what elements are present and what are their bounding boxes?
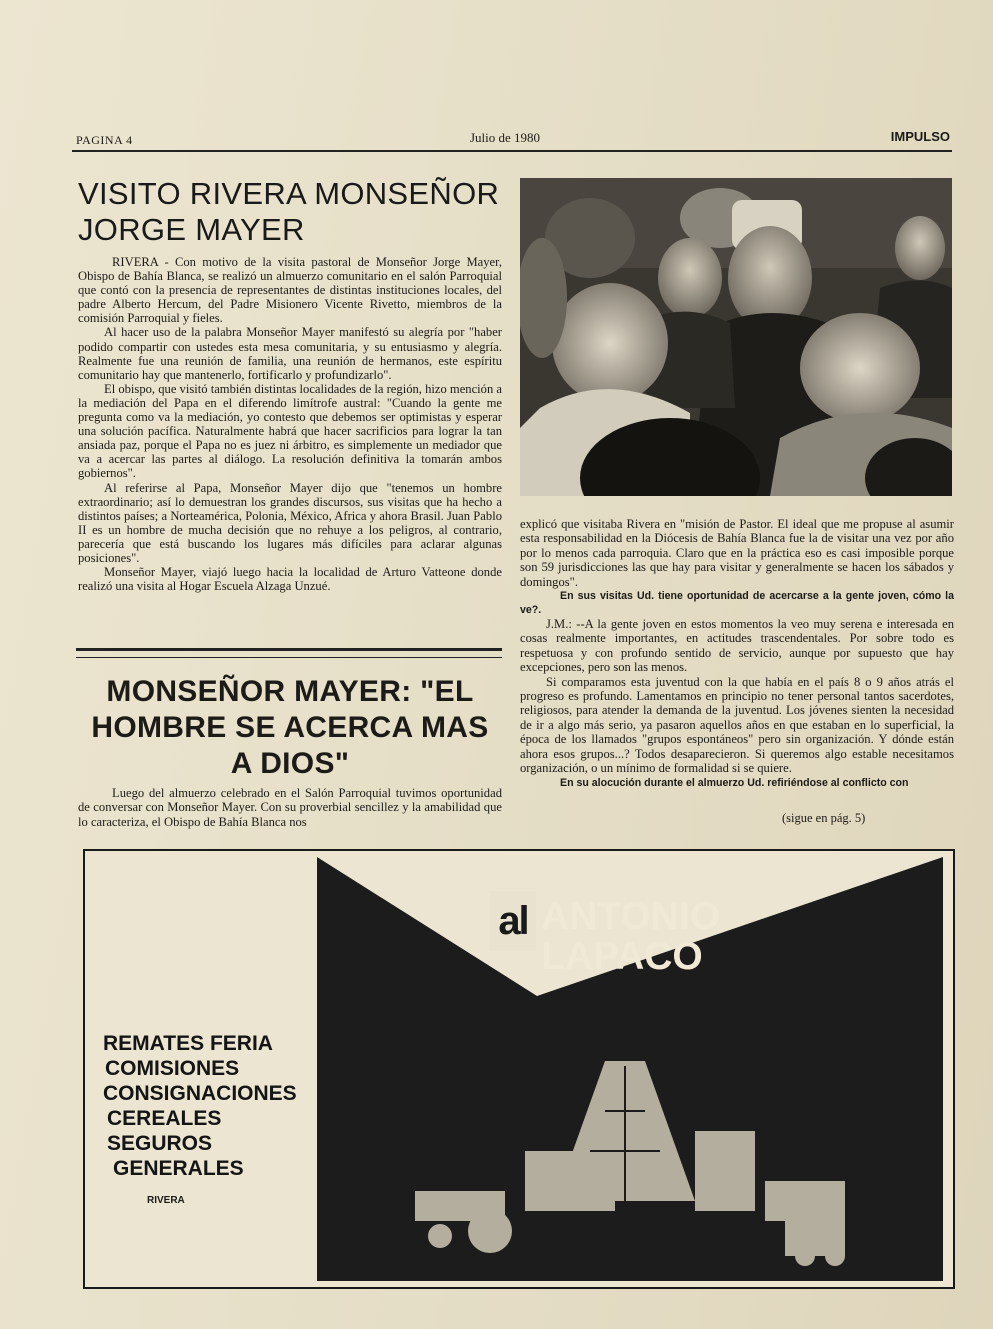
article2-paragraph: explicó que visitaba Rivera en "misión de Pastor. El ideal que me propuse al asumir esta responsabilidad en la Diócesis de Bahía Blanca fue la de visitar una vez por año por lo menos cada parroquia. Claro que en la práctica eso es casi imposible porque son 59 jurisdicciones las que hay para visitar y generalmente se hacen los sábados y domingos". — [520, 517, 954, 589]
article1-paragraph: Al referirse al Papa, Monseñor Mayer dijo que "tenemos un hombre extraordinario; así lo demuestran los grandes discursos, sus visitas que ha hecho a distintos países; a Norteamérica, Polonia, México, Africa y ahora Brasil. Juan Pablo II es un hombre de mucha decisión que no rehuye a los peligros, al contrario, parecería que está buscando los lugares más difíciles para aclarar algunas posiciones". — [78, 480, 502, 565]
article1-paragraph: RIVERA - Con motivo de la visita pastoral de Monseñor Jorge Mayer, Obispo de Bahía Blanca, se realizó un almuerzo comunitario en el salón Parroquial que contó con la presencia de representantes de distintas instituciones locales, del padre Alberto Hercum, del Padre Misionero Vicente Rivetto, miembros de la comisión Parroquial y fieles. — [78, 255, 502, 326]
ad-location: RIVERA — [147, 1195, 185, 1206]
service-item: CEREALES — [107, 1107, 222, 1130]
interview-question: En su alocución durante el almuerzo Ud. refiriéndose al conflicto con — [560, 776, 909, 789]
section-divider — [76, 648, 502, 658]
continued-note: (sigue en pág. 5) — [782, 811, 866, 825]
service-item: REMATES FERIA — [103, 1032, 273, 1055]
company-name-line2: LAPACO — [541, 935, 703, 978]
service-item: SEGUROS — [107, 1132, 213, 1155]
company-name-line1: ANTONIO — [541, 895, 721, 938]
interview-question: En sus visitas Ud. tiene oportunidad de acercarse a la gente joven, cómo la ve?. — [520, 590, 954, 617]
article2-paragraph: Si comparamos esta juventud con la que había en el país 8 o 9 años atrás el progreso es profundo. Lamentamos en principio no tener personal tantos sacerdotes, religiosos, para atender la demanda de la juventud. Los jóvenes sienten la necesidad de ir a algo más serio, ya pasaron aquellos años en que estaban en lo superficial, la época de los llamados "grupos espontáneos" pero sin organización. Y dónde están ahora esos grupos...? Todos desaparecieron. Si queremos algo estable necesitamos organización, o un mínimo de formalidad si se quiere. — [520, 674, 954, 776]
page-header — [72, 128, 952, 150]
service-item: CONSIGNACIONES — [103, 1082, 297, 1105]
article1-headline: VISITO RIVERA MONSEÑOR JORGE MAYER — [78, 176, 500, 247]
company-logo: al — [490, 891, 536, 951]
issue-date: Julio de 1980 — [470, 130, 541, 145]
publication-name: IMPULSO — [890, 129, 950, 144]
article1-body — [78, 255, 502, 593]
article1-paragraph: Al hacer uso de la palabra Monseñor Mayer manifestó su alegría por "haber podido compartir con ustedes esta mesa comunitaria, y su entusiasmo y alegría. Realmente fue una reunión de familia, una reunión de hermanos, este espíritu comunitario hay que mantenerlo, fortificarlo y profundizarlo". — [78, 325, 502, 382]
interview-answer: J.M.: --A la gente joven en estos momentos la veo muy serena e interesada en cosas realmente importantes, en actitudes trascendentales. Por sobre todo es respetuosa y con profundo sentido de servicio, aunque por supuesto que hay excepciones, pero son las menos. — [520, 617, 954, 675]
article2-intro — [78, 786, 502, 829]
page-number: PAGINA 4 — [76, 133, 133, 147]
advertisement — [83, 849, 955, 1289]
article2-headline: MONSEÑOR MAYER: "EL HOMBRE SE ACERCA MAS A DIOS" — [91, 675, 489, 780]
article1-paragraph: El obispo, que visitó también distintas localidades de la región, hizo mención a la mediación del Papa en el diferendo limítrofe austral: "Cuando la gente me pregunta como va la mediación, yo contesto que debemos ser optimistas y esperar una solución pacífica. Naturalmente habrá que hacer sacrificios para lograr la tan ansiada paz, porque el Papa no es juez ni árbitro, es simplemente un mediador que va a acercar las partes al diálogo. La resolución definitiva la tomarán ambos gobiernos". — [78, 381, 503, 481]
service-item: GENERALES — [113, 1157, 244, 1180]
company-name — [541, 897, 720, 977]
article2-paragraph: Luego del almuerzo celebrado en el Salón Parroquial tuvimos oportunidad de conversar con Monseñor Mayer. Con su proverbial sencillez y la amabilidad que lo caracteriza, el Obispo de Bahía Blanca nos — [78, 786, 502, 829]
services-list — [103, 1031, 297, 1181]
header-rule — [72, 150, 952, 152]
article1-paragraph: Monseñor Mayer, viajó luego hacia la localidad de Arturo Vatteone donde realizó una visita al Hogar Escuela Alzaga Unzué. — [78, 565, 502, 594]
article2-continuation — [520, 517, 954, 790]
service-item: COMISIONES — [105, 1057, 240, 1080]
article-photo — [520, 178, 952, 496]
